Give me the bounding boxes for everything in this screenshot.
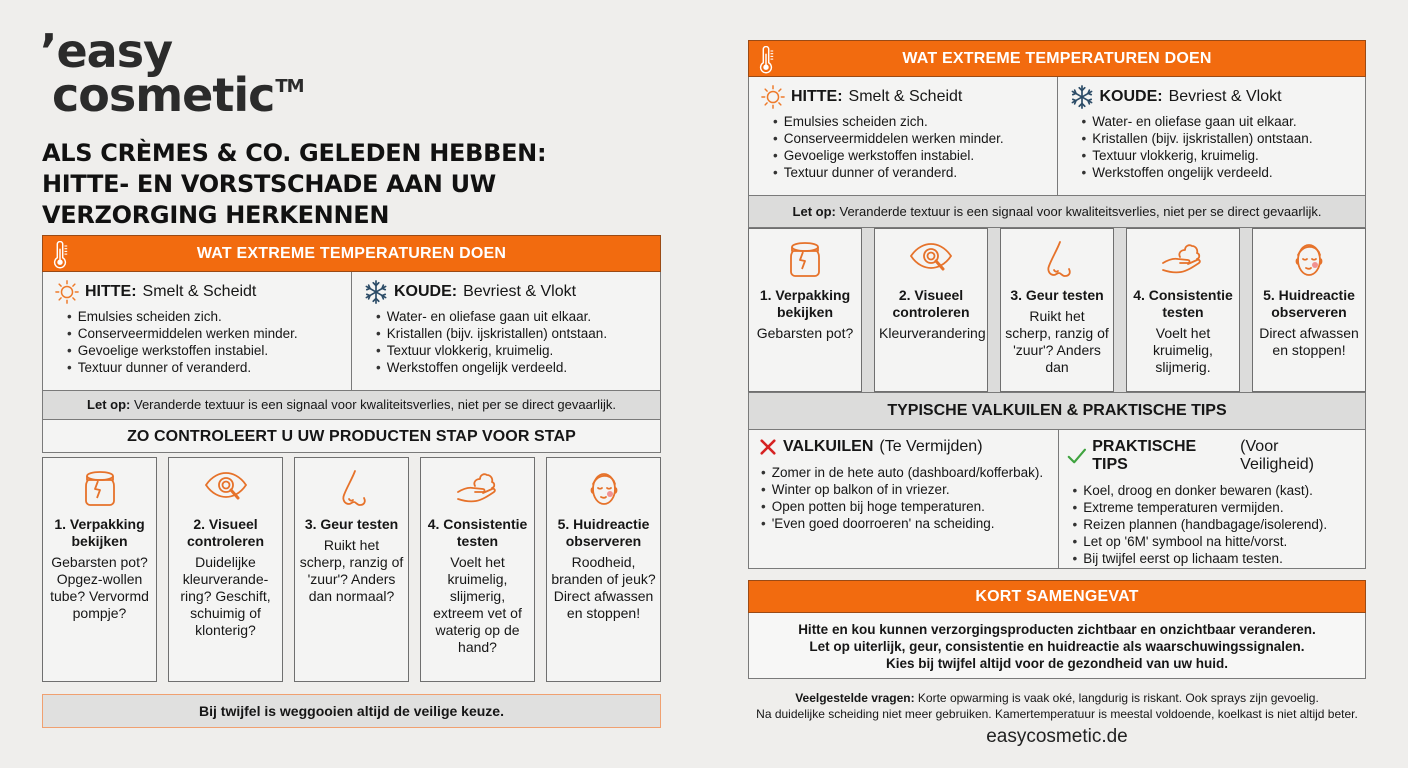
note-label: Let op: — [792, 204, 836, 219]
step-title: 4. Consistentie testen — [1133, 287, 1233, 320]
faq-label: Veelgestelde vragen: — [795, 691, 915, 705]
brand-logo — [40, 24, 304, 122]
step-title: 5. Huidreactie observeren — [1263, 287, 1355, 320]
list-item: • Kristallen (bijv. ijskristallen) ontstaan. — [376, 325, 650, 342]
list-item: • Open potten bij hoge temperaturen. — [761, 498, 1048, 515]
step-card — [294, 457, 409, 682]
temperature-header — [748, 40, 1366, 77]
eye-magnifier-icon — [909, 239, 953, 279]
heat-sub: Smelt & Scheidt — [848, 88, 963, 105]
page-title — [42, 138, 642, 231]
list-item: • Gevoelige werkstoffen instabiel. — [67, 342, 341, 359]
summary-section — [748, 580, 1366, 679]
step-desc: Roodheid, branden of jeuk? Direct afwassen en stoppen! — [551, 554, 656, 621]
list-item: • Water- en oliefase gaan uit elkaar. — [376, 308, 650, 325]
list-item: • Water- en oliefase gaan uit elkaar. — [1082, 113, 1356, 130]
list-item: • 'Even goed doorroeren' na scheiding. — [761, 515, 1048, 532]
note-bar — [748, 195, 1366, 228]
list-item: • Werkstoffen ongelijk verdeeld. — [376, 359, 650, 376]
pitfalls-label: VALKUILEN — [783, 438, 874, 455]
note-bar — [42, 390, 661, 420]
faq-line: Korte opwarming is vaak oké, langdurig is riskant. Ook sprays zijn gevoelig. — [914, 691, 1319, 705]
disposal-advice-bar: Bij twijfel is weggooien altijd de veilige keuze. — [42, 694, 661, 728]
hand-cream-icon — [1161, 239, 1205, 279]
step-desc: Gebarsten pot? Opgez-wollen tube? Vervormd pompje? — [50, 554, 149, 621]
heat-column — [43, 272, 351, 390]
step-card — [420, 457, 535, 682]
step-desc: Kleurverandering — [879, 325, 986, 341]
header-title: WAT EXTREME TEMPERATUREN DOEN — [196, 244, 507, 262]
step-title: 1. Verpakking bekijken — [759, 287, 851, 320]
cracked-jar-icon — [80, 468, 120, 508]
nose-icon — [332, 468, 372, 508]
step-title: 2. Visueel controleren — [186, 516, 264, 549]
pitfalls-column — [749, 430, 1058, 568]
heat-cold-columns — [42, 272, 661, 390]
cracked-jar-icon — [785, 239, 825, 279]
note-label: Let op: — [87, 397, 131, 412]
step-card — [874, 228, 988, 392]
list-item: • Kristallen (bijv. ijskristallen) ontstaan. — [1082, 130, 1356, 147]
face-redness-icon — [584, 468, 624, 508]
steps-title: ZO CONTROLEERT U UW PRODUCTEN STAP VOOR STAP — [127, 428, 576, 445]
left-steps — [42, 457, 661, 682]
summary-header: KORT SAMENGEVAT — [748, 580, 1366, 613]
step-title: 4. Consistentie testen — [427, 516, 528, 549]
list-item: • Emulsies scheiden zich. — [67, 308, 341, 325]
summary-body — [748, 613, 1366, 679]
cold-sub: Bevriest & Vlokt — [463, 283, 577, 300]
pitfalls-list — [759, 464, 1048, 532]
list-item: • Gevoelige werkstoffen instabiel. — [773, 147, 1047, 164]
cold-column — [1057, 77, 1366, 195]
tips-label: PRAKTISCHE TIPS — [1092, 438, 1197, 473]
logo-line-2 — [52, 67, 304, 122]
trademark: TM — [275, 75, 304, 97]
list-item: • Conserveermiddelen werken minder. — [67, 325, 341, 342]
step-desc: Ruikt het scherp, ranzig of 'zuur'? Anders dan — [1005, 308, 1109, 375]
step-title: 2. Visueel controleren — [892, 287, 970, 320]
summary-line: Hitte en kou kunnen verzorgingsproducten zichtbaar en onzichtbaar veranderen. — [798, 622, 1316, 637]
step-desc: Direct afwassen en stoppen! — [1259, 325, 1359, 358]
list-item: • Extreme temperaturen vermijden. — [1073, 499, 1356, 516]
list-item: • Zomer in de hete auto (dashboard/kofferbak). — [761, 464, 1048, 481]
logo-line-1: ’easy — [40, 24, 173, 78]
logo-word: cosmetic — [52, 67, 275, 122]
list-item: • Conserveermiddelen werken minder. — [773, 130, 1047, 147]
steps-section — [42, 420, 661, 453]
summary-line: Kies bij twijfel altijd voor de gezondheid van uw huid. — [885, 656, 1229, 671]
faq-text — [748, 690, 1366, 722]
thermometer-icon — [757, 46, 775, 74]
list-item: • Werkstoffen ongelijk verdeeld. — [1082, 164, 1356, 181]
note-text: Veranderde textuur is een signaal voor kwaliteitsverlies, niet per se direct gevaarlijk. — [835, 204, 1322, 219]
step-desc: Ruikt het scherp, ranzig of 'zuur'? Anders dan normaal? — [299, 537, 404, 604]
tips-column — [1058, 430, 1366, 568]
cold-column — [351, 272, 660, 390]
eye-magnifier-icon — [204, 468, 248, 508]
face-redness-icon — [1289, 239, 1329, 279]
sun-icon — [55, 280, 79, 304]
step-card — [42, 457, 157, 682]
list-item: • Reizen plannen (handbagage/isolerend). — [1073, 516, 1356, 533]
left-temperature-panel — [42, 235, 661, 453]
thermometer-icon — [51, 241, 69, 269]
cold-list — [1070, 113, 1356, 181]
heat-list — [761, 113, 1047, 181]
step-desc: Gebarsten pot? — [756, 325, 854, 341]
right-steps — [748, 228, 1366, 392]
pitfalls-tips-columns — [748, 430, 1366, 569]
pitfalls-title-bar: TYPISCHE VALKUILEN & PRAKTISCHE TIPS — [748, 392, 1366, 430]
step-title: 5. Huidreactie observeren — [557, 516, 650, 549]
pitfalls-sub: (Te Vermijden) — [879, 438, 983, 455]
list-item: • Textuur vlokkerig, kruimelig. — [376, 342, 650, 359]
snowflake-icon — [1070, 85, 1094, 109]
snowflake-icon — [364, 280, 388, 304]
heat-sub: Smelt & Scheidt — [142, 283, 257, 300]
heat-label: HITTE: — [85, 283, 137, 300]
step-card — [1252, 228, 1366, 392]
heat-label: HITTE: — [791, 88, 843, 105]
step-title: 3. Geur testen — [1010, 287, 1104, 303]
step-card — [546, 457, 661, 682]
list-item: • Textuur dunner of veranderd. — [67, 359, 341, 376]
cold-label: KOUDE: — [394, 283, 458, 300]
tips-list — [1067, 482, 1356, 567]
heat-cold-columns — [748, 77, 1366, 195]
list-item: • Winter op balkon of in vriezer. — [761, 481, 1048, 498]
heat-column — [749, 77, 1057, 195]
list-item: • Emulsies scheiden zich. — [773, 113, 1047, 130]
note-text: Veranderde textuur is een signaal voor kwaliteitsverlies, niet per se direct gevaarlijk. — [130, 397, 616, 412]
title-line: VERZORGING HERKENNEN — [42, 201, 390, 229]
step-desc: Voelt het kruimelig, slijmerig, extreem vet of waterig op de hand? — [433, 554, 522, 655]
sun-icon — [761, 85, 785, 109]
nose-icon — [1037, 239, 1077, 279]
header-title: WAT EXTREME TEMPERATUREN DOEN — [902, 49, 1212, 67]
right-temperature-panel — [748, 40, 1366, 228]
faq-line: Na duidelijke scheiding niet meer gebruiken. Kamertemperatuur is meestal voldoende, koelkast is niet altijd beter. — [756, 707, 1358, 721]
step-desc: Duidelijke kleurverande-ring? Geschift, schuimig of klonterig? — [180, 554, 271, 638]
temperature-header — [42, 235, 661, 272]
tips-sub: (Voor Veiligheid) — [1240, 438, 1314, 473]
step-desc: Voelt het kruimelig, slijmerig. — [1153, 325, 1213, 375]
list-item: • Koel, droog en donker bewaren (kast). — [1073, 482, 1356, 499]
heat-list — [55, 308, 341, 376]
list-item: • Bij twijfel eerst op lichaam testen. — [1073, 550, 1356, 567]
step-card — [1126, 228, 1240, 392]
step-card — [168, 457, 283, 682]
step-card — [1000, 228, 1114, 392]
checkmark-icon — [1067, 447, 1087, 465]
title-line: HITTE- EN VORSTSCHADE AAN UW — [42, 170, 496, 198]
summary-line: Let op uiterlijk, geur, consistentie en huidreactie als waarschuwingssignalen. — [809, 639, 1305, 654]
hand-cream-icon — [456, 468, 500, 508]
x-mark-icon — [759, 438, 777, 456]
list-item: • Textuur vlokkerig, kruimelig. — [1082, 147, 1356, 164]
title-line: ALS CRÈMES & CO. GELEDEN HEBBEN: — [42, 139, 547, 167]
list-item: • Textuur dunner of veranderd. — [773, 164, 1047, 181]
website-link[interactable]: easycosmetic.de — [986, 726, 1128, 747]
step-title: 1. Verpakking bekijken — [54, 516, 145, 549]
cold-sub: Bevriest & Vlokt — [1168, 88, 1282, 105]
list-item: • Let op '6M' symbool na hitte/vorst. — [1073, 533, 1356, 550]
cold-list — [364, 308, 650, 376]
step-card — [748, 228, 862, 392]
step-title: 3. Geur testen — [304, 516, 399, 532]
cold-label: KOUDE: — [1099, 88, 1163, 105]
